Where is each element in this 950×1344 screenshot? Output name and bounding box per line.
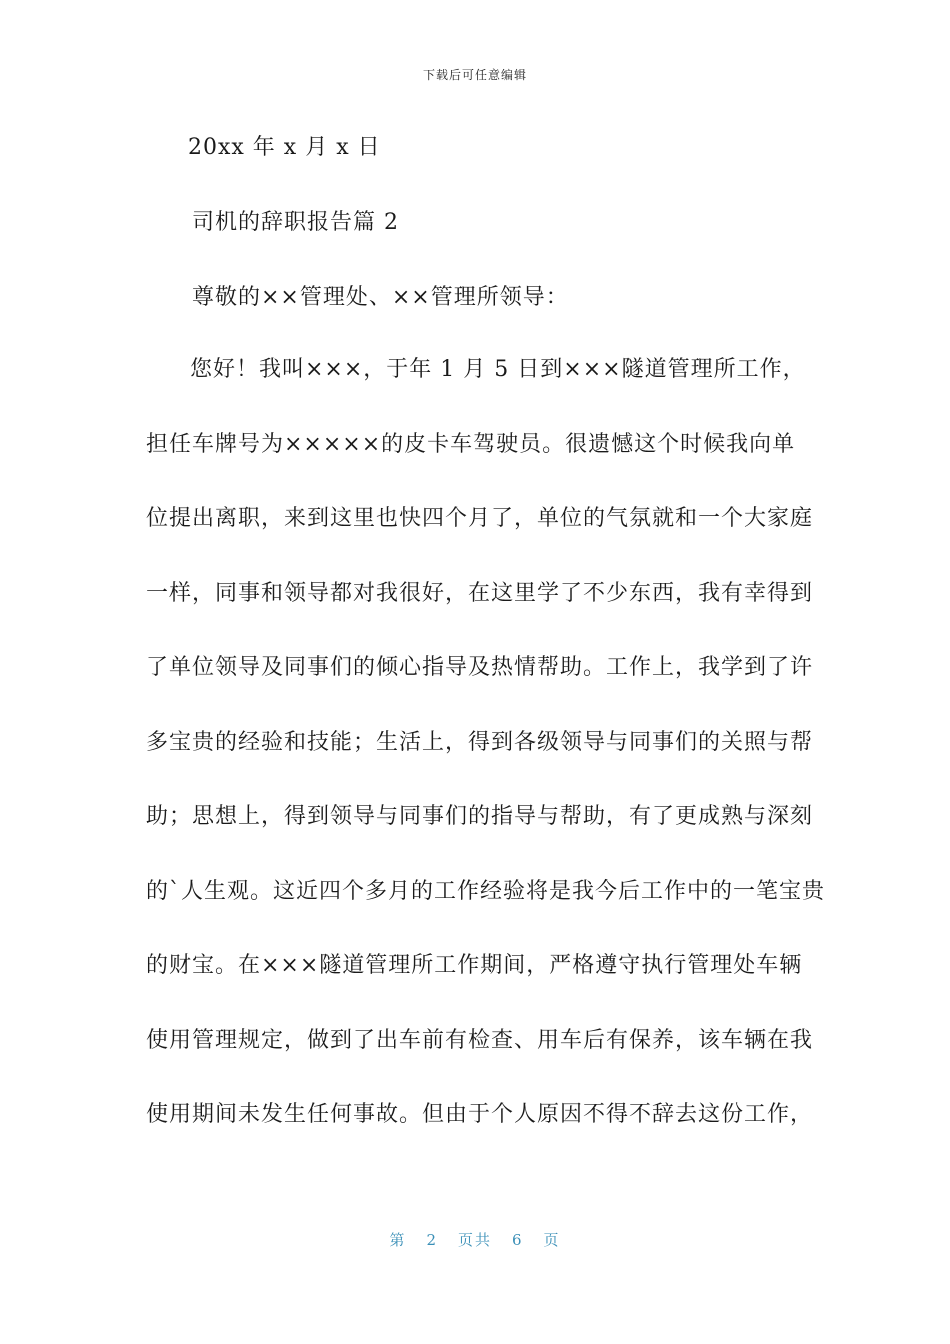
section-title: 司机的辞职报告篇 2 (192, 210, 399, 235)
page-middle-text: 页共 (457, 1231, 492, 1249)
paragraph-line: 担任车牌号为×××××的皮卡车驾驶员。很遗憾这个时候我向单 (146, 431, 796, 457)
paragraph-line: 了单位领导及同事们的倾心指导及热情帮助。工作上，我学到了许 (146, 655, 814, 680)
paragraph-line: 助；思想上，得到领导与同事们的指导与帮助，有了更成熟与深刻 (146, 804, 814, 829)
salutation: 尊敬的××管理处、××管理所领导： (192, 285, 569, 310)
paragraph-line: 一样，同事和领导都对我很好，在这里学了不少东西，我有幸得到 (146, 580, 814, 606)
paragraph-line: 位提出离职，来到这里也快四个月了，单位的气氛就和一个大家庭 (146, 506, 814, 531)
total-pages-number: 6 (512, 1231, 524, 1249)
paragraph-line: 使用期间未发生任何事故。但由于个人原因不得不辞去这份工作， (146, 1102, 814, 1127)
paragraph-line: 的`人生观。这近四个多月的工作经验将是我今后工作中的一笔宝贵 (146, 878, 826, 904)
page-suffix: 页 (543, 1231, 561, 1249)
paragraph-line: 您好！我叫×××，于年 1 月 5 日到×××隧道管理所工作， (190, 357, 806, 382)
download-note: 下载后可任意编辑 (422, 68, 527, 82)
current-page-number: 2 (426, 1231, 438, 1249)
page-footer (0, 1229, 950, 1250)
body-paragraph (146, 355, 826, 1175)
paragraph-line: 使用管理规定，做到了出车前有检查、用车后有保养，该车辆在我 (146, 1027, 814, 1053)
paragraph-line: 的财宝。在×××隧道管理所工作期间，严格遵守执行管理处车辆 (146, 953, 803, 978)
paragraph-line: 多宝贵的经验和技能；生活上，得到各级领导与同事们的关照与帮 (146, 729, 814, 755)
page-prefix: 第 (389, 1231, 407, 1249)
document-date: 20xx 年 x 月 x 日 (188, 135, 381, 160)
